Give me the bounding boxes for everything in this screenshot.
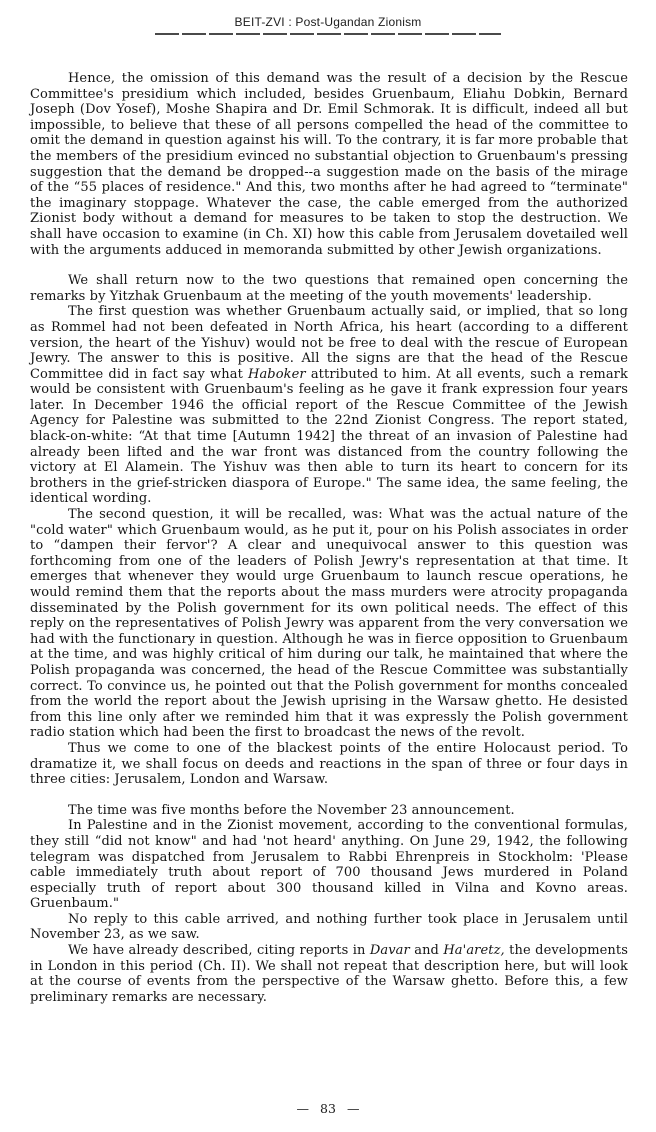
- footer-right-dash: —: [346, 1101, 360, 1116]
- italic-text-run: Davar: [369, 943, 410, 959]
- header-rule: [155, 33, 501, 35]
- text-run: The first question was whether Gruenbaum actually said, or implied, that so long as Rommel had not been defeated in North Africa, his heart (according to a different version, the heart of the Yishuv) would not be free to deal with the rescue of European Jewry. The answer to this is positive. All the signs are that the head of the Rescue Committee did in fact say what: [30, 304, 628, 382]
- text-run: The time was five months before the November 23 announcement.: [68, 802, 515, 818]
- text-run: No reply to this cable arrived, and nothing further took place in Jerusalem until November 23, as we saw.: [30, 911, 628, 943]
- text-run: Hence, the omission of this demand was the result of a decision by the Rescue Committee's presidium which included, besides Gruenbaum, Eliahu Dobkin, Bernard Joseph (Dov Yosef), Moshe Shapira and Dr. Emil Schmorak. It is difficult, indeed all but impossible, to believe that these of all persons compelled the head of the committee to omit the demand in question against his will. To the contrary, it is far more probable that the members of the presidium evinced no substantial objection to Gruenbaum's pressing suggestion that the demand be dropped--a suggestion made on the basis of the mirage of the “55 places of residence." And this, two months after he had agreed to “terminate" the imaginary stoppage. Whatever the case, the cable emerged from the authorized Zionist body without a demand for measures to be taken to stop the destruction. We shall have occasion to examine (in Ch. XI) how this cable from Jerusalem dovetailed well with the arguments adduced in memoranda submitted by other Jewish organizations.: [30, 71, 628, 258]
- italic-text-run: Haboker: [248, 366, 306, 382]
- text-run: attributed to him. At all events, such a remark would be consistent with Gruenbaum's feeling as he gave it frank expression four years later. In December 1946 the official report of the Rescue Committee of the Jewish Agency for Palestine was submitted to the 22nd Zionist Congress. The report stated, black-on-white: “At that time [Autumn 1942] the threat of an invasion of Palestine had already been lifted and the war front was distanced from the country following the victory at El Alamein. The Yishuv was then able to turn its heart to concern for its brothers in the grief-stricken diaspora of Europe." The same idea, the same feeling, the identical wording.: [30, 366, 628, 507]
- paragraph: [30, 507, 628, 741]
- text-run: We shall return now to the two questions that remained open concerning the remarks by Yitzhak Gruenbaum at the meeting of the youth movements' leadership.: [30, 273, 628, 304]
- paragraph: [30, 741, 628, 788]
- italic-text-run: Ha'aretz,: [443, 943, 505, 959]
- text-run: We have already described, citing reports in: [68, 943, 370, 959]
- body-text: [30, 71, 628, 1005]
- paragraph: [30, 71, 628, 258]
- paragraph: [30, 273, 628, 304]
- footer-left-dash: —: [296, 1101, 310, 1116]
- paragraph: [30, 818, 628, 912]
- paragraph: [30, 304, 628, 507]
- text-run: In Palestine and in the Zionist movement, according to the conventional formulas, they still “did not know" and had 'not heard' anything. On June 29, 1942, the following telegram was dispatched from Jerusalem to Rabbi Ehrenpreis in Stockholm: 'Please cable immediately truth about report of 700 thousand Jews murdered in Poland especially truth of report about 300 thousand killed in Vilna and Kovno areas. Gruenbaum.": [30, 818, 628, 912]
- paragraph: [30, 943, 628, 1005]
- text-run: The second question, it will be recalled, was: What was the actual nature of the "cold water" which Gruenbaum would, as he put it, pour on his Polish associates in order to “dampen their fervor'? A clear and unequivocal answer to this question was forthcoming from one of the leaders of Polish Jewry's representation at that time. It emerges that whenever they would urge Gruenbaum to launch rescue operations, he would remind them that the reports about the mass murders were atrocity propaganda disseminated by the Polish government for its own political needs. The effect of this reply on the representatives of Polish Jewry was apparent from the very conversation we had with the functionary in question. Although he was in fierce opposition to Gruenbaum at the time, and was highly critical of him during our talk, he maintained that where the Polish propaganda was concerned, the head of the Rescue Committee was substantially correct. To convince us, he pointed out that the Polish government for months concealed from the world the report about the Jewish uprising in the Warsaw ghetto. He desisted from this line only after we reminded him that it was expressly the Polish government radio station which had been the first to broadcast the news of the revolt.: [30, 507, 628, 741]
- running-title: BEIT-ZVI : Post-Ugandan Zionism: [234, 15, 422, 29]
- page-footer: [0, 1101, 656, 1116]
- page-number: 83: [320, 1101, 336, 1116]
- page-header: [0, 0, 656, 35]
- paragraph: [30, 912, 628, 943]
- paragraph: [30, 803, 628, 819]
- text-run: and: [409, 943, 444, 959]
- text-run: the developments in London in this period (Ch. II). We shall not repeat that description here, but will look at the course of events from the perspective of the Warsaw ghetto. Before this, a few preliminary remarks are necessary.: [30, 943, 628, 1005]
- text-run: Thus we come to one of the blackest points of the entire Holocaust period. To dramatize it, we shall focus on deeds and reactions in the span of three or four days in three cities: Jerusalem, London and Warsaw.: [30, 740, 628, 788]
